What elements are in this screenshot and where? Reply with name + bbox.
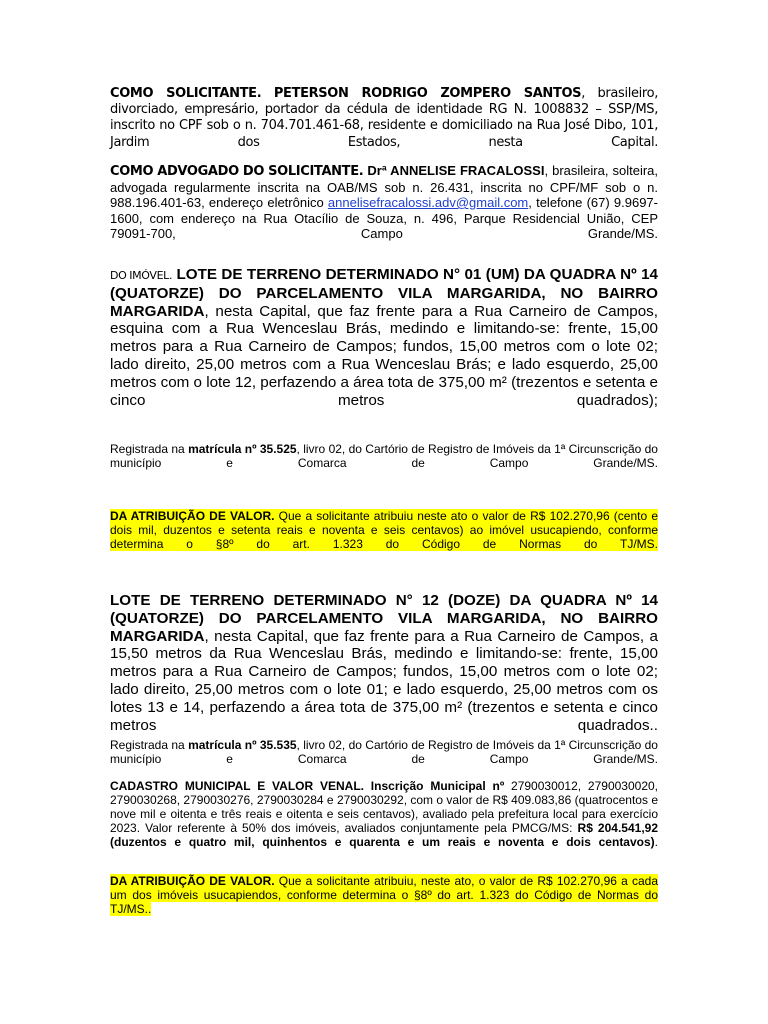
registration-1-text-b: , livro 02, do Cartório de Registro de Imóveis da 1ª Circunscrição do município e Comarca de Campo Grande/MS. bbox=[110, 442, 658, 470]
value-1-text: Que a solicitante atribuiu neste ato o valor de R$ 102.270,96 (cento e dois mil, duzentos e setenta reais e noventa e seis centavos) ao imóvel usucapiendo, conforme determina o §8º do art. 1.323 do Código de Normas do TJ/MS. bbox=[110, 509, 658, 551]
label-property: DO IMÓVEL. bbox=[110, 269, 173, 282]
municipal-registry-text: 2790030012, 2790030020, 2790030268, 2790030276, 2790030284 e 2790030292, com o valor de R$ 409.083,86 (quatrocentos e nove mil e oitenta e três reais e oitenta e seis centavos), avaliado pela prefeitura local para exercício 2023. Valor referente à 50% dos imóveis, avaliados conjuntamente pela PMCG/MS: bbox=[110, 779, 659, 835]
value-2-highlight bbox=[110, 874, 658, 916]
property-2-title: LOTE DE TERRENO DETERMINADO N° 12 (DOZE) DA QUADRA Nº 14 (QUATORZE) DO PARCELAMENTO VILA MARGARIDA, NO BAIRRO MARGARIDA bbox=[110, 592, 658, 645]
paragraph-registration-2 bbox=[110, 738, 658, 780]
label-applicant: COMO SOLICITANTE. bbox=[110, 86, 262, 101]
municipal-registry-value: R$ 204.541,92 (duzentos e quatro mil, quinhentos e quarenta e um reais e noventa e dois centavos) bbox=[110, 821, 658, 849]
value-1-highlight bbox=[110, 509, 658, 551]
property-2-description: , nesta Capital, que faz frente para a Rua Carneiro de Campos, a 15,50 metros da Rua Wenceslau Brás, medindo e limitando-se: frente, 15,00 metros para a Rua Carneiro de Campos; fundos, 15,00 metros com o lote 02; lado direito, 25,00 metros com o lote 01; e lado esquerdo, 25,00 metros com os lotes 13 e 14, perfazendo a área tota de 375,00 m² (trezentos e setenta e cinco metros quadrados.. bbox=[110, 627, 658, 734]
paragraph-value-1 bbox=[110, 509, 658, 565]
lawyer-email-link[interactable]: annelisefracalossi.adv@gmail.com bbox=[327, 195, 529, 210]
paragraph-value-2 bbox=[110, 874, 658, 930]
property-1-description: , nesta Capital, que faz frente para a Rua Carneiro de Campos, esquina com a Rua Wenceslau Brás, medindo e limitando-se: frente, 15,00 metros para a Rua Carneiro de Campos; fundos, 15,00 metros com o lote 02; lado direito, 25,00 metros com a Rua Wenceslau Brás; e lado esquerdo, 25,00 metros com o lote 12, perfazendo a área tota de 375,00 m² (trezentos e setenta e cinco metros quadrados); bbox=[110, 302, 658, 409]
paragraph-municipal-registry bbox=[110, 779, 658, 863]
paragraph-property-2 bbox=[110, 592, 658, 752]
label-lawyer: COMO ADVOGADO DO SOLICITANTE. bbox=[110, 164, 364, 179]
paragraph-lawyer bbox=[110, 163, 658, 257]
lawyer-name: Drª ANNELISE FRACALOSSI bbox=[367, 163, 545, 178]
lawyer-details-2: , telefone (67) 9.9697-1600, com endereço na Rua Otacílio de Souza, n. 496, Parque Residencial União, CEP 79091-700, Campo Grande/MS. bbox=[110, 195, 658, 241]
registration-1-text-a: Registrada na bbox=[110, 442, 189, 456]
registration-2-number: matrícula nº 35.535 bbox=[188, 738, 297, 752]
paragraph-registration-1 bbox=[110, 442, 658, 484]
lawyer-details-1: , brasileira, solteira, advogada regularmente inscrita na OAB/MS sob n. 26.431, inscrita no CPF/MF sob o n. 988.196.401-63, endereço eletrônico bbox=[110, 163, 659, 210]
value-2-text: Que a solicitante atribuiu, neste ato, o valor de R$ 102.270,96 a cada um dos imóveis usucapiendos, conforme determina o §8º do art. 1.323 do Código de Normas do TJ/MS.. bbox=[110, 874, 658, 916]
label-value-2: DA ATRIBUIÇÃO DE VALOR. bbox=[110, 874, 275, 888]
applicant-details: , brasileiro, divorciado, empresário, portador da cédula de identidade RG N. 1008832 – SSP/MS, inscrito no CPF sob o n. 704.701.461-68, residente e domiciliado na Rua José Dibo, 101, Jardim dos Estados, nesta Capital. bbox=[110, 86, 658, 150]
applicant-name: PETERSON RODRIGO ZOMPERO SANTOS bbox=[273, 86, 582, 101]
registration-2-text-a: Registrada na bbox=[110, 738, 189, 752]
registration-2-text-b: , livro 02, do Cartório de Registro de Imóveis da 1ª Circunscrição do município e Comarca de Campo Grande/MS. bbox=[110, 738, 658, 766]
registration-1-number: matrícula nº 35.525 bbox=[188, 442, 297, 456]
municipal-registry-end: . bbox=[654, 835, 658, 849]
property-1-title: LOTE DE TERRENO DETERMINADO N° 01 (UM) DA QUADRA Nº 14 (QUATORZE) DO PARCELAMENTO VILA MARGARIDA, NO BAIRRO MARGARIDA bbox=[110, 266, 658, 320]
label-value-1: DA ATRIBUIÇÃO DE VALOR. bbox=[110, 509, 275, 523]
paragraph-applicant bbox=[110, 86, 658, 167]
paragraph-property-1 bbox=[110, 266, 658, 427]
label-municipal-registry: CADASTRO MUNICIPAL E VALOR VENAL. Inscrição Municipal nº bbox=[110, 779, 505, 793]
